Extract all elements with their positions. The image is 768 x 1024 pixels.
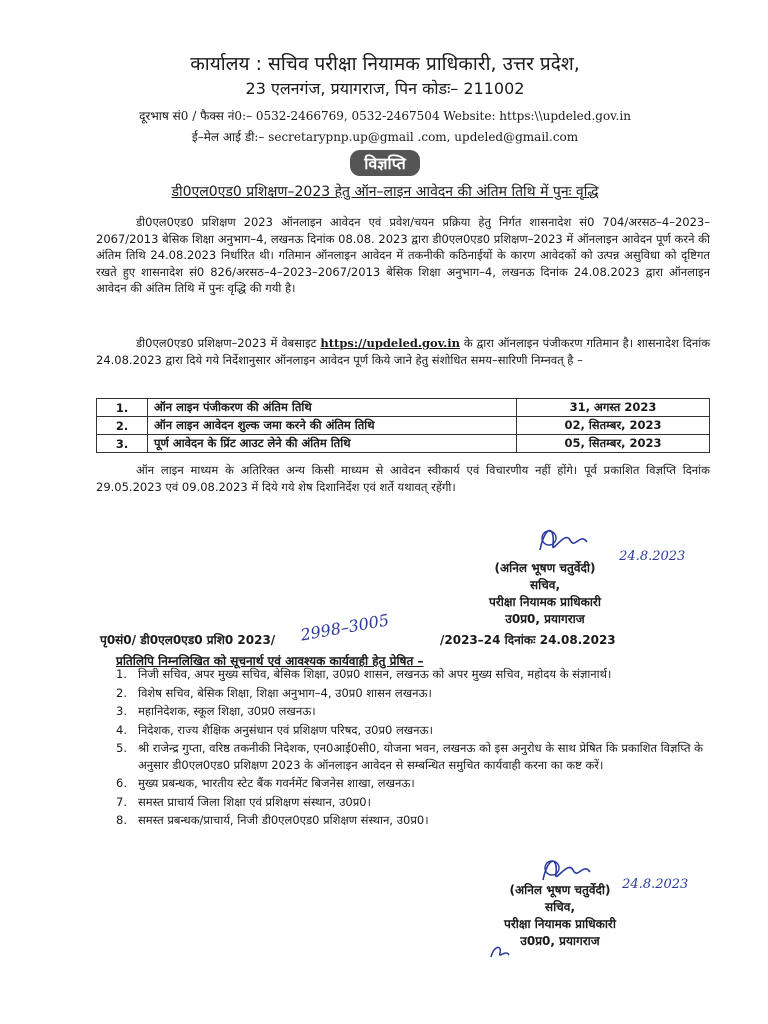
schedule-task: पूर्ण आवेदन के प्रिंट आउट लेने की अंतिम तिथि: [148, 435, 517, 453]
list-number: 8.: [116, 813, 127, 827]
signatory-location: उ0प्र0, प्रयागराज: [505, 612, 585, 626]
table-row: [97, 417, 710, 435]
paragraph-1: [96, 214, 710, 297]
table-row: [97, 435, 710, 453]
paragraph-2: [96, 335, 710, 368]
schedule-task: ऑन लाइन आवेदन शुल्क जमा करने की अंतिम तिथि: [148, 417, 517, 435]
website-link[interactable]: https://updeled.gov.in: [320, 336, 460, 350]
list-text: निजी सचिव, अपर मुख्य सचिव, बेसिक शिक्षा, उ0प्र0 शासन, लखनऊ को अपर मुख्य सचिव, महोदय के संज्ञानार्थ।: [138, 667, 612, 681]
schedule-sn: 1.: [97, 399, 148, 417]
list-item: [116, 740, 706, 773]
signatory-block-2: [460, 882, 660, 950]
paragraph-2-before: डी0एल0एड0 प्रशिक्षण–2023 में वेबसाइट: [136, 336, 317, 350]
list-text: मुख्य प्रबन्धक, भारतीय स्टेट बैंक गवर्नमेंट बिजनेस शाखा, लखनऊ।: [138, 776, 415, 790]
signature-date: 24.8.2023: [619, 549, 686, 564]
schedule-task: ऑन लाइन पंजीकरण की अंतिम तिथि: [148, 399, 517, 417]
copy-list: [116, 666, 706, 831]
list-text: समस्त प्रबन्धक/प्राचार्य, निजी डी0एल0एड0 प्रशिक्षण संस्थान, उ0प्र0।: [138, 813, 429, 827]
list-item: [116, 722, 706, 739]
list-item: [116, 775, 706, 792]
list-number: 1.: [116, 667, 127, 681]
signatory-office: परीक्षा नियामक प्राधिकारी: [489, 595, 601, 609]
handwritten-initials: [488, 943, 512, 965]
table-row: [97, 399, 710, 417]
schedule-date: 05, सितम्बर, 2023: [517, 435, 710, 453]
reference-number: पृ0सं0/ डी0एल0एड0 प्रशि0 2023/: [100, 633, 276, 647]
notice-title: विज्ञप्ति: [350, 150, 420, 176]
contact-phone-website: दूरभाष सं0 / फैक्स नं0:– 0532-2466769, 0532-2467504 Website: https:\\updeled.gov.in: [139, 109, 631, 123]
list-text: समस्त प्राचार्य जिला शिक्षा एवं प्रशिक्षण संस्थान, उ0प्र0।: [138, 794, 371, 809]
signatory-location: उ0प्र0, प्रयागराज: [520, 934, 600, 948]
list-number: 4.: [116, 722, 127, 737]
office-header: कार्यालय : सचिव परीक्षा नियामक प्राधिकारी, उत्तर प्रदेश,: [190, 53, 580, 75]
paragraph-1-text: डी0एल0एड0 प्रशिक्षण 2023 ऑनलाइन आवेदन एवं प्रवेश/चयन प्रक्रिया हेतु निर्गत शासनादेश सं0 704/अरसठ–4–2023–2067/2013 बेसिक शिक्षा अनुभाग–4, लखनऊ दिनांक 08.08. 2023 द्वारा डी0एल0एड0 प्रशिक्षण–2023 में ऑनलाइन आवेदन पूर्ण करने की अंतिम तिथि 24.08.2023 निर्धारित थी। गतिमान ऑनलाइन आवेदन में तकनीकी कठिनाईयों के कारण आवेदकों को उत्पन्न असुविधा को दृष्टिगत रखते हुए शासनादेश सं0 826/अरसठ–4–2023–2067/2013 बेसिक शिक्षा अनुभाग–4, लखनऊ दिनांक 24.08.2023 द्वारा ऑनलाइन आवेदन की अंतिम तिथि में पुनः वृद्धि की गयी है।: [96, 215, 710, 295]
document-page: [50, 30, 720, 1015]
signature-scribble: [535, 520, 615, 560]
signatory-designation: सचिव,: [529, 578, 561, 592]
list-text: विशेष सचिव, बेसिक शिक्षा, शिक्षा अनुभाग–4, उ0प्र0 शासन लखनऊ।: [138, 685, 432, 700]
list-number: 7.: [116, 794, 127, 809]
signatory-block: [445, 560, 645, 628]
schedule-sn: 2.: [97, 417, 148, 435]
list-item: [116, 666, 706, 683]
reference-handwritten: 2998–3005: [299, 610, 391, 645]
reference-date: /2023–24 दिनांकः 24.08.2023: [440, 633, 616, 647]
paragraph-3: [96, 462, 710, 495]
signature-date-2: 24.8.2023: [622, 877, 689, 892]
copy-to-heading: प्रतिलिपि निम्नलिखित को सूचनार्थ एवं आवश्यक कार्यवाही हेतु प्रेषित –: [116, 654, 424, 668]
notice-title-wrap: [50, 150, 720, 176]
paragraph-3-text: ऑन लाइन माध्यम के अतिरिक्त अन्य किसी माध्यम से आवेदन स्वीकार्य एवं विचारणीय नहीं होंगे। पूर्व प्रकाशित विज्ञप्ति दिनांक 29.05.2023 एवं 09.08.2023 में दिये गये शेष दिशानिर्देश एवं शर्ते यथावत् रहेंगी।: [96, 463, 710, 494]
office-address: 23 एलनगंज, प्रयागराज, पिन कोडः– 211002: [245, 79, 525, 98]
signatory-name: (अनिल भूषण चतुर्वेदी): [509, 883, 611, 897]
list-number: 3.: [116, 704, 127, 718]
contact-email: ई–मेल आई डी:– secretarypnp.up@gmail .com, updeled@gmail.com: [191, 130, 579, 144]
initials-scribble: [488, 943, 512, 961]
signatory-designation: सचिव,: [544, 900, 576, 914]
list-number: 5.: [116, 741, 127, 755]
list-item: [116, 685, 706, 702]
handwritten-signature: [535, 520, 685, 564]
list-item: [116, 812, 706, 829]
signatory-name: (अनिल भूषण चतुर्वेदी): [494, 561, 596, 575]
list-item: [116, 703, 706, 720]
signatory-office: परीक्षा नियामक प्राधिकारी: [504, 917, 616, 931]
notice-subject: डी0एल0एड0 प्रशिक्षण–2023 हेतु ऑन–लाइन आवेदन की अंतिम तिथि में पुनः वृद्धि: [171, 184, 599, 200]
list-text: श्री राजेन्द्र गुप्ता, वरिष्ठ तकनीकी निदेशक, एन0आई0सी0, योजना भवन, लखनऊ को इस अनुरोध के साथ प्रेषित कि प्रकाशित विज्ञप्ति के अनुसार डी0एल0एड0 प्रशिक्षण 2023 के ऑनलाइन आवेदन से सम्बन्धित समुचित कार्यवाही करना का कष्ट करें।: [138, 741, 703, 772]
list-text: महानिदेशक, स्कूल शिक्षा, उ0प्र0 लखनऊ।: [138, 704, 316, 718]
schedule-table: [96, 398, 710, 453]
list-text: निदेशक, राज्य शैक्षिक अनुसंधान एवं प्रशिक्षण परिषद, उ0प्र0 लखनऊ।: [138, 722, 433, 737]
list-number: 2.: [116, 685, 127, 700]
schedule-sn: 3.: [97, 435, 148, 453]
list-number: 6.: [116, 776, 127, 790]
paragraph-2-after: के द्वारा ऑनलाइन पंजीकरण गतिमान है। शासनादेश दिनांक 24.08.2023 द्वारा दिये गये निर्देशानुसार ऑनलाइन आवेदन पूर्ण किये जाने हेतु संशोधित समय–सारिणी निम्नवत् है –: [96, 336, 711, 367]
schedule-date: 02, सितम्बर, 2023: [517, 417, 710, 435]
schedule-date: 31, अगस्त 2023: [517, 399, 710, 417]
list-item: [116, 794, 706, 811]
